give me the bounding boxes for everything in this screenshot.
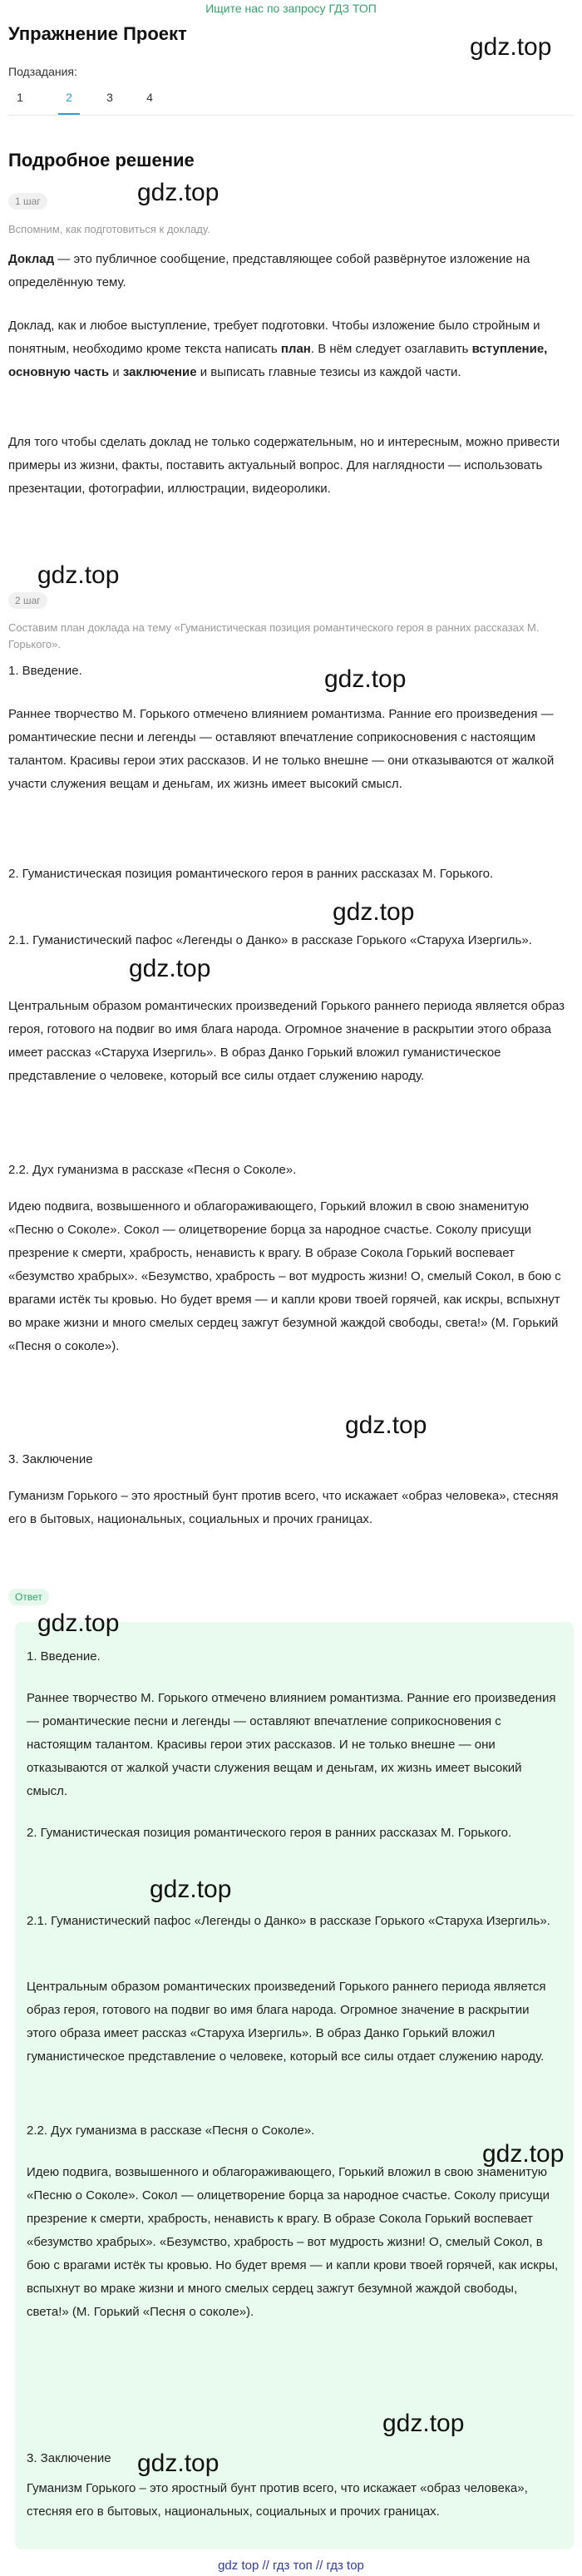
watermark: gdz.top — [37, 1609, 120, 1637]
watermark: gdz.top — [470, 33, 552, 61]
footer-separator: // — [262, 2559, 269, 2573]
footer-link-gdz-top[interactable]: gdz top — [218, 2559, 259, 2573]
bold-term: заключение — [122, 365, 197, 379]
plan-section-2-2-text: Идею подвига, возвышенного и облагораживающего, Горький вложил в свою знаменитую «Песню о Соколе». Сокол — олицетворение борца за народное счастье. Соколу присущи презрение к смерти, храбрость, ненависть к врагу. В образе Сокола Горький воспевает «безумство храбрых». «Безумство, храбрость – вот мудрость жизни! О, смелый Сокол, в бою с врагами истёк ты кровью. Но будет время — и капли крови твоей горячей, как искры, вспыхнут во мраке жизни и много смелых сердец зажгут безумной жаждой свободы, света!» (М. Горький «Песня о соколе»). — [8, 1199, 561, 1353]
watermark: gdz.top — [137, 179, 219, 206]
answer-section-2: 2. Гуманистическая позиция романтического героя в ранних рассказах М. Горького. — [27, 1826, 512, 1840]
watermark: gdz.top — [324, 665, 407, 693]
answer-section-2-2: 2.2. Дух гуманизма в рассказе «Песня о Соколе». — [27, 2124, 315, 2138]
solution-title: Подробное решение — [8, 150, 195, 171]
page-title: Упражнение Проект — [8, 23, 187, 44]
footer-link-gdz-top-ru[interactable]: гдз топ — [273, 2559, 313, 2573]
answer-intro-text: Раннее творчество М. Горького отмечено влиянием романтизма. Ранние его произведения — романтические песни и легенды — оставляют впечатление соприкосновения с настоящим талантом. Красивы герои этих рассказов. И не только внешне — они отказываются от жалкой участи служения вещам и деньгам, их жизнь имеет высокий смысл. — [27, 1691, 556, 1798]
plan-intro-text: Раннее творчество М. Горького отмечено влиянием романтизма. Ранние его произведения — романтические песни и легенды — оставляют впечатление соприкосновения с настоящим талантом. Красивы герои этих рассказов. И не только внешне — они отказываются от жалкой участи служения вещам и деньгам, их жизнь имеет высокий смысл. — [8, 707, 555, 791]
watermark: gdz.top — [37, 561, 120, 589]
tab-1[interactable]: 1 — [17, 91, 23, 104]
watermark: gdz.top — [382, 2410, 465, 2437]
paragraph-definition — [8, 248, 574, 294]
text-span: — это публичное сообщение, представляющее собой развёрнутое изложение на определённую тему. — [8, 252, 530, 289]
answer-conclusion-text: Гуманизм Горького – это яростный бунт против всего, что искажает «образ человека», стесняя его в бытовых, национальных, социальных и прочих границах. — [27, 2481, 528, 2519]
bold-term: план — [280, 342, 311, 356]
paragraph-interest: Для того чтобы сделать доклад не только содержательным, но и интересным, можно привести примеры из жизни, факты, поставить актуальный вопрос. Для наглядности — использовать презентации, фотографии, иллюстрации, видеоролики. — [8, 435, 560, 496]
plan-intro-heading: 1. Введение. — [8, 664, 82, 678]
footer-links — [0, 2555, 582, 2576]
watermark: gdz.top — [482, 2140, 565, 2168]
answer-badge: Ответ — [8, 1589, 49, 1605]
answer-section-2-1-text: Центральным образом романтических произведений Горького раннего периода является образ героя, готового на подвиг во имя блага народа. Огромное значение в раскрытии этого образа имеет рассказ «Старуха Изергиль». В образ Данко Горький вложил гуманистическое представление о человеке, который все силы отдает служению народу. — [27, 1980, 546, 2064]
text-span: Доклад, как и любое выступление, требует подготовки. Чтобы изложение было стройным и понятным, необходимо кроме текста написать — [8, 319, 540, 356]
plan-section-2: 2. Гуманистическая позиция романтического героя в ранних рассказах М. Горького. — [8, 867, 494, 881]
plan-conclusion-heading: 3. Заключение — [8, 1452, 93, 1466]
watermark: gdz.top — [150, 1876, 232, 1903]
text-span: . В нём следует озаглавить — [310, 342, 472, 356]
text-span: и выписать главные тезисы из каждой части. — [196, 365, 461, 379]
answer-conclusion-heading: 3. Заключение — [27, 2451, 111, 2465]
tab-2[interactable]: 2 — [66, 91, 72, 104]
step-hint: Составим план доклада на тему «Гуманистическая позиция романтического героя в ранних рассказах М. Горького». — [8, 621, 540, 650]
watermark: gdz.top — [129, 955, 211, 982]
step-hint: Вспомним, как подготовиться к докладу. — [8, 223, 210, 235]
text-span: и — [109, 365, 123, 379]
step-badge: 1 шаг — [8, 193, 47, 210]
watermark: gdz.top — [333, 898, 415, 926]
paragraph-preparation — [8, 314, 574, 384]
top-banner[interactable]: Ищите нас по запросу ГДЗ ТОП — [205, 2, 377, 15]
active-tab-indicator — [58, 113, 80, 115]
tab-3[interactable]: 3 — [106, 91, 113, 104]
bold-term: вступление, основную часть — [8, 342, 548, 379]
subtasks-label: Подзадания: — [8, 65, 77, 78]
footer-link-gdz-top-mixed[interactable]: гдз top — [326, 2559, 364, 2573]
footer-separator: // — [315, 2559, 323, 2573]
subtask-tabs — [8, 88, 574, 116]
term-doklad: Доклад — [8, 252, 55, 266]
plan-conclusion-text: Гуманизм Горького – это яростный бунт против всего, что искажает «образ человека», стесняя его в бытовых, национальных, социальных и прочих границах. — [8, 1489, 559, 1526]
answer-intro-heading: 1. Введение. — [27, 1649, 101, 1664]
step-badge: 2 шаг — [8, 592, 47, 609]
answer-section-2-1: 2.1. Гуманистический пафос «Легенды о Данко» в рассказе Горького «Старуха Изергиль». — [27, 1914, 550, 1928]
tab-4[interactable]: 4 — [146, 91, 153, 104]
watermark: gdz.top — [137, 2450, 219, 2477]
plan-section-2-1-text: Центральным образом романтических произведений Горького раннего периода является образ героя, готового на подвиг во имя блага народа. Огромное значение в раскрытии этого образа имеет рассказ «Старуха Изергиль». В образ Данко Горький вложил гуманистическое представление о человеке, который все силы отдает служению народу. — [8, 999, 565, 1083]
watermark: gdz.top — [345, 1412, 427, 1439]
plan-section-2-2: 2.2. Дух гуманизма в рассказе «Песня о Соколе». — [8, 1163, 297, 1177]
plan-section-2-1: 2.1. Гуманистический пафос «Легенды о Данко» в рассказе Горького «Старуха Изергиль». — [8, 933, 532, 947]
answer-section-2-2-text: Идею подвига, возвышенного и облагораживающего, Горький вложил в свою знаменитую «Песню о Соколе». Сокол — олицетворение борца за народное счастье. Соколу присущи презрение к смерти, храбрость, ненависть к врагу. В образе Сокола Горький воспевает «безумство храбрых». «Безумство, храбрость – вот мудрость жизни! О, смелый Сокол, в бою с врагами истёк ты кровью. Но будет время — и капли крови твоей горячей, как искры, вспыхнут во мраке жизни и много смелых сердец зажгут безумной жаждой свободы, света!» (М. Горький «Песня о соколе»). — [27, 2165, 559, 2319]
